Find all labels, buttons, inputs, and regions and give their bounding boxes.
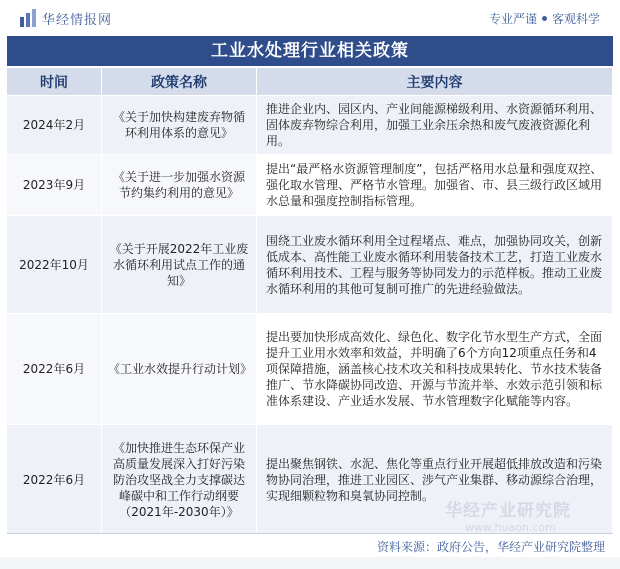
- table-row: [7, 216, 613, 314]
- slogan-left: 专业严谨: [488, 12, 537, 26]
- row-time: 2024年2月: [7, 96, 102, 155]
- table-row: [7, 96, 613, 155]
- slogan: [489, 10, 600, 27]
- watermark-text: 华经产业研究院: [445, 501, 571, 521]
- row-policy-name: 《关于开展2022年工业废水循环利用试点工作的通知》: [102, 216, 257, 314]
- policy-table: [7, 68, 613, 535]
- row-content: 提出聚焦钢铁、水泥、焦化等重点行业开展超低排放改造和污染物协同治理，推进工业园区、涉气产业集群、移动源综合治理，实现细颗粒物和臭氧协同控制。: [257, 425, 613, 535]
- row-policy-name: 《关于加快构建废弃物循环利用体系的意见》: [102, 96, 257, 155]
- logo-text: 华经情报网: [42, 13, 113, 28]
- row-policy-name: 《工业水效提升行动计划》: [102, 314, 257, 425]
- top-bar: [0, 0, 620, 36]
- page-title: 工业水处理行业相关政策: [7, 36, 613, 66]
- column-header-policy-name: 政策名称: [102, 68, 257, 96]
- column-header-content: 主要内容: [257, 68, 613, 96]
- footer: [7, 533, 613, 556]
- row-policy-name: 《加快推进生态环保产业高质量发展深入打好污染防治攻坚战全力支撑碳达峰碳中和工作行动纲要（2021年-2030年）》: [102, 425, 257, 535]
- row-time: 2022年10月: [7, 216, 102, 314]
- table-header-row: [7, 68, 613, 96]
- watermark-url: www.huaon.com: [465, 521, 556, 534]
- dot-separator-icon: [542, 16, 547, 21]
- row-time: 2023年9月: [7, 155, 102, 216]
- row-content: 提出要加快形成高效化、绿色化、数字化节水型生产方式，全面提升工业用水效率和效益，并明确了6个方向12项重点任务和4项保障措施，涵盖核心技术攻关和科技成果转化、节水技术装备推广、节水降碳协同改造、开源与节流并举、水效示范引领和标准体系建设、产业适水发展、节水管理数字化赋能等内容。: [257, 314, 613, 425]
- row-content: 提出“最严格水资源管理制度”，包括严格用水总量和强度双控、强化取水管理、严格节水管理。加强省、市、县三级行政区域用水总量和强度控制指标管理。: [257, 155, 613, 216]
- row-time: 2022年6月: [7, 425, 102, 535]
- table-row: [7, 425, 613, 535]
- logo-icon: [20, 9, 36, 27]
- row-content: 推进企业内、园区内、产业间能源梯级利用、水资源循环利用、固体废弃物综合利用，加强工业余压余热和废气废液资源化利用。: [257, 96, 613, 155]
- bottom-strip: [0, 557, 620, 569]
- row-policy-name: 《关于进一步加强水资源节约集约利用的意见》: [102, 155, 257, 216]
- row-time: 2022年6月: [7, 314, 102, 425]
- column-header-time: 时间: [7, 68, 102, 96]
- table-row: [7, 314, 613, 425]
- row-content: 围绕工业废水循环利用全过程堵点、难点，加强协同攻关，创新低成本、高性能工业废水循环利用装备技术工艺，打造工业废水循环利用技术、工程与服务等协同发力的示范样板。推动工业废水循环利用的其他可复制可推广的先进经验做法。: [257, 216, 613, 314]
- source-note: 资料来源：政府公告，华经产业研究院整理: [376, 540, 605, 554]
- slogan-right: 客观科学: [551, 12, 600, 26]
- table-row: [7, 155, 613, 216]
